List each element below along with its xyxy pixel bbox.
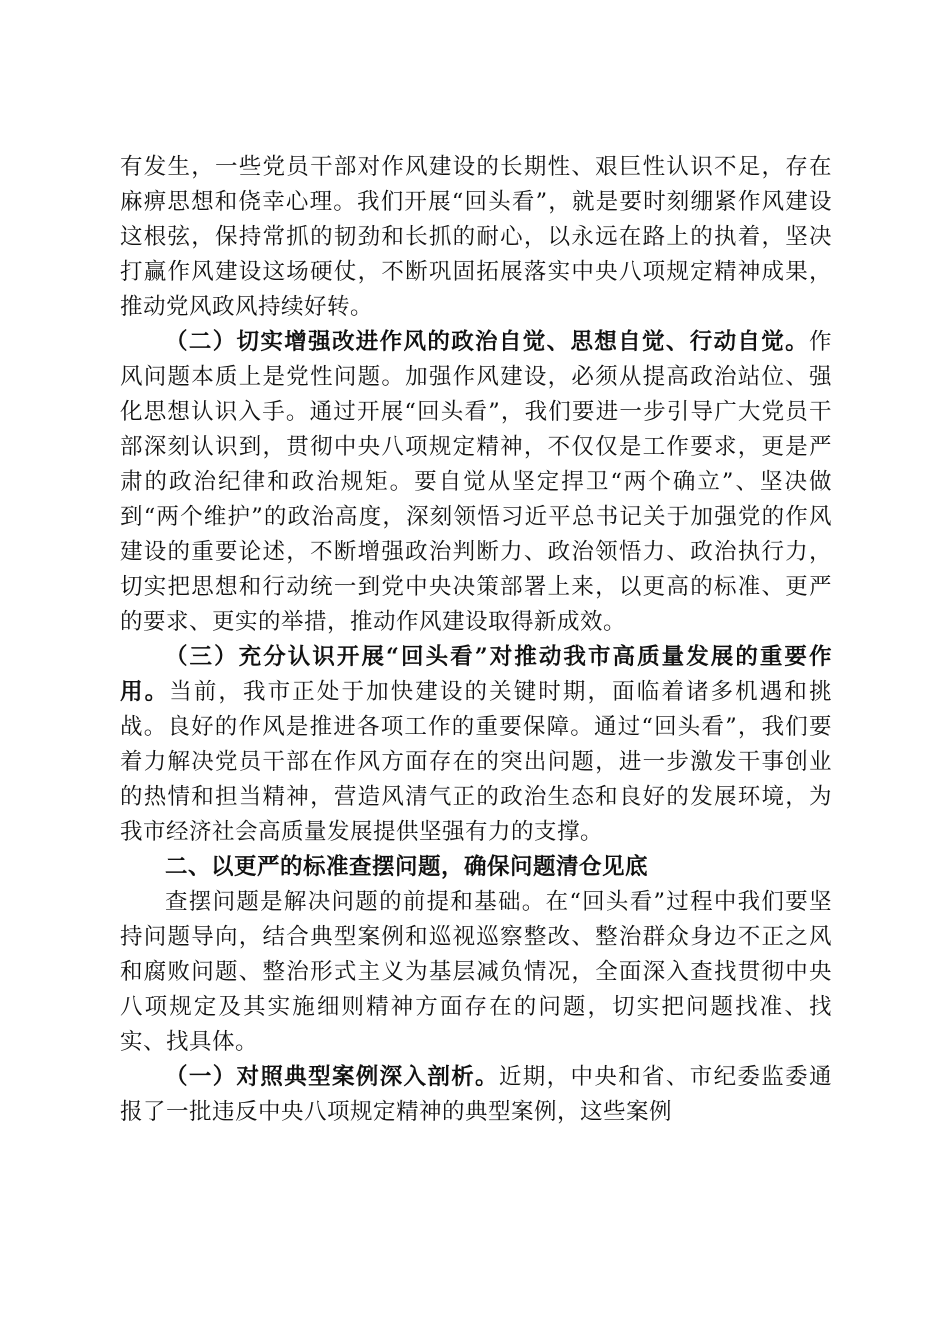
paragraph-body: 近期，中央和省、市纪委监委通报了一批违反中央八项规定精神的典型案例，这些案例 bbox=[120, 1064, 832, 1125]
paragraph-section-3 bbox=[120, 640, 832, 850]
paragraph-body: 作风问题本质上是党性问题。加强作风建设，必须从提高政治站位、强化思想认识入手。通过开展“回头看”，我们要进一步引导广大党员干部深刻认识到，贯彻中央八项规定精神，不仅仅是工作要求，更是严肃的政治纪律和政治规矩。要自觉从坚定捍卫“两个确立”、坚决做到“两个维护”的政治高度，深刻领悟习近平总书记关于加强党的作风建设的重要论述，不断增强政治判断力、政治领悟力、政治执行力，切实把思想和行动统一到党中央决策部署上来，以更高的标准、更严的要求、更实的举措，推动作风建设取得新成效。 bbox=[120, 329, 832, 635]
paragraph-subsection-1 bbox=[120, 1060, 832, 1130]
paragraph-lead-heading: （三）充分认识开展“回头看”对推动我市高质量发展的重要作用。 bbox=[120, 644, 832, 705]
paragraph-intro bbox=[120, 885, 832, 1060]
document-page bbox=[120, 150, 832, 1130]
paragraph-body: 查摆问题是解决问题的前提和基础。在“回头看”过程中我们要坚持问题导向，结合典型案例和巡视巡察整改、整治群众身边不正之风和腐败问题、整治形式主义为基层减负情况，全面深入查找贯彻中央八项规定及其实施细则精神方面存在的问题，切实把问题找准、找实、找具体。 bbox=[120, 889, 832, 1055]
section-heading: 二、以更严的标准查摆问题，确保问题清仓见底 bbox=[165, 854, 649, 880]
paragraph-body: 当前，我市正处于加快建设的关键时期，面临着诸多机遇和挑战。良好的作风是推进各项工作的重要保障。通过“回头看”，我们要着力解决党员干部在作风方面存在的突出问题，进一步激发干事创业的热情和担当精神，营造风清气正的政治生态和良好的发展环境，为我市经济社会高质量发展提供坚强有力的支撑。 bbox=[120, 679, 832, 845]
paragraph-body: 有发生，一些党员干部对作风建设的长期性、艰巨性认识不足，存在麻痹思想和侥幸心理。我们开展“回头看”，就是要时刻绷紧作风建设这根弦，保持常抓的韧劲和长抓的耐心，以永远在路上的执着，坚决打赢作风建设这场硬仗，不断巩固拓展落实中央八项规定精神成果，推动党风政风持续好转。 bbox=[120, 154, 832, 320]
paragraph-continuation bbox=[120, 150, 832, 325]
paragraph-lead-heading: （一）对照典型案例深入剖析。 bbox=[165, 1064, 499, 1090]
paragraph-lead-heading: （二）切实增强改进作风的政治自觉、思想自觉、行动自觉。 bbox=[165, 329, 809, 355]
paragraph-section-2 bbox=[120, 325, 832, 640]
